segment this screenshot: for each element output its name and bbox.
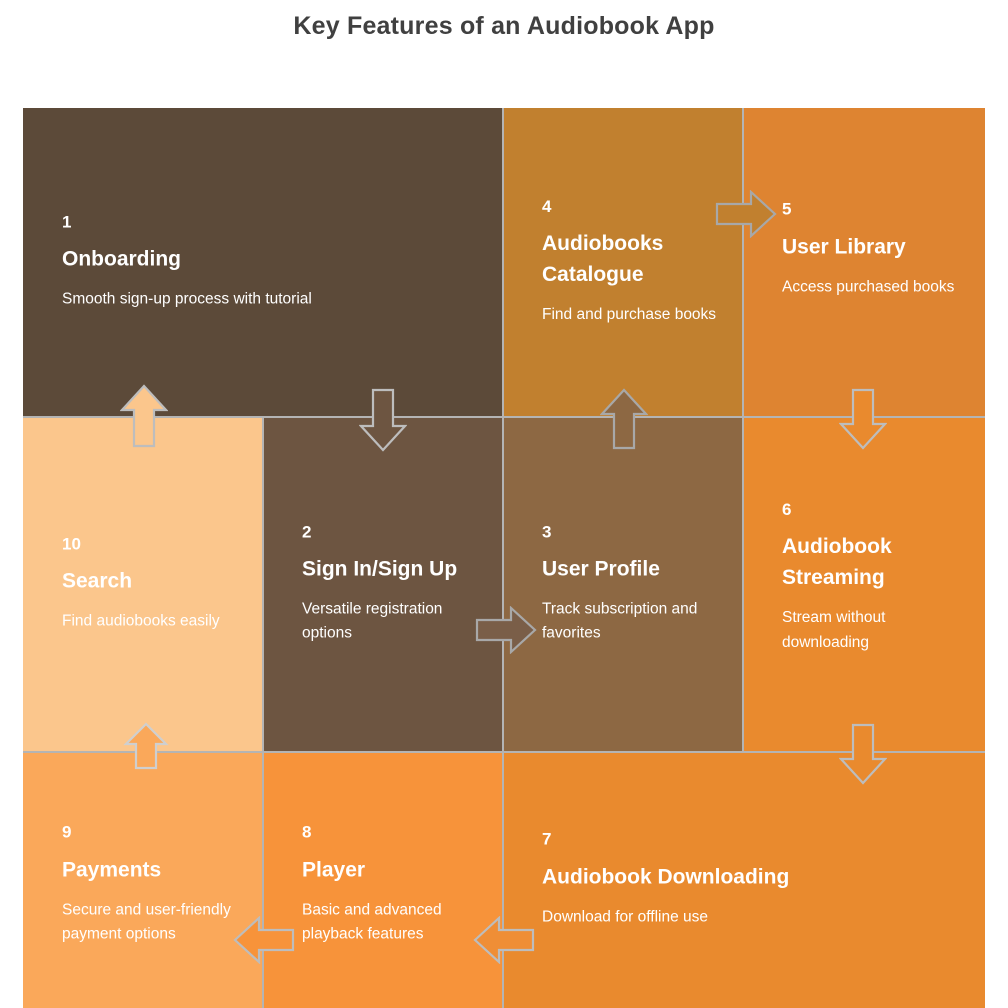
feature-title-3: User Profile <box>542 557 660 581</box>
feature-desc-2: Versatile registration options <box>302 600 443 642</box>
flow-arrow-10-to-1-up-icon <box>120 384 168 448</box>
feature-number-1: 1 <box>62 212 72 232</box>
feature-desc-8: Basic and advanced playback features <box>302 901 442 943</box>
feature-desc-9: Secure and user-friendly payment options <box>62 901 231 943</box>
page-title: Key Features of an Audiobook App <box>293 12 715 40</box>
flow-arrow-5-to-6-down-icon <box>839 388 887 450</box>
feature-number-10: 10 <box>62 534 81 554</box>
flow-arrow-3-to-4-up-icon <box>600 388 648 450</box>
feature-desc-10: Find audiobooks easily <box>62 612 220 630</box>
feature-cell-9[interactable] <box>23 752 263 1008</box>
feature-number-8: 8 <box>302 822 312 842</box>
feature-cell-5[interactable] <box>743 108 985 417</box>
feature-cell-4[interactable] <box>503 108 743 417</box>
feature-number-2: 2 <box>302 521 312 541</box>
feature-number-6: 6 <box>782 499 792 519</box>
flow-arrow-2-to-3-right-icon <box>475 606 537 654</box>
feature-number-9: 9 <box>62 822 72 842</box>
feature-number-7: 7 <box>542 829 552 849</box>
feature-number-3: 3 <box>542 521 552 541</box>
flow-arrow-7-to-8-left-icon <box>473 916 535 964</box>
grid-divider-col-b <box>502 108 504 1008</box>
flow-arrow-4-to-5-right-icon <box>715 190 777 238</box>
feature-desc-5: Access purchased books <box>782 278 955 296</box>
feature-title-8: Player <box>302 858 366 882</box>
feature-desc-4: Find and purchase books <box>542 306 717 324</box>
feature-cell-2[interactable] <box>263 417 503 752</box>
feature-desc-1: Smooth sign-up process with tutorial <box>62 290 312 308</box>
flow-arrow-1-to-2-down-icon <box>359 388 407 452</box>
feature-title-4: Audiobooks Catalogue <box>542 232 664 287</box>
flow-arrow-8-to-9-left-icon <box>233 916 295 964</box>
feature-cell-6[interactable] <box>743 417 985 752</box>
feature-cell-10[interactable] <box>23 417 263 752</box>
feature-cell-1[interactable] <box>23 108 503 417</box>
feature-title-2: Sign In/Sign Up <box>302 557 458 581</box>
feature-cell-3[interactable] <box>503 417 743 752</box>
feature-cell-7[interactable] <box>503 752 985 1008</box>
feature-title-10: Search <box>62 569 133 593</box>
feature-title-1: Onboarding <box>62 247 181 271</box>
flow-arrow-9-to-10-up-icon <box>122 722 170 770</box>
feature-title-6: Audiobook Streaming <box>782 535 892 590</box>
feature-matrix <box>23 108 985 1008</box>
feature-desc-6: Stream without downloading <box>782 609 886 651</box>
feature-desc-7: Download for offline use <box>542 908 709 926</box>
feature-number-5: 5 <box>782 199 792 219</box>
feature-title-5: User Library <box>782 235 906 259</box>
feature-number-4: 4 <box>542 196 552 216</box>
feature-title-9: Payments <box>62 858 162 882</box>
flow-arrow-6-to-7-down-icon <box>839 723 887 785</box>
feature-title-7: Audiobook Downloading <box>542 865 790 889</box>
feature-cell-8[interactable] <box>263 752 503 1008</box>
feature-desc-3: Track subscription and favorites <box>542 600 698 642</box>
